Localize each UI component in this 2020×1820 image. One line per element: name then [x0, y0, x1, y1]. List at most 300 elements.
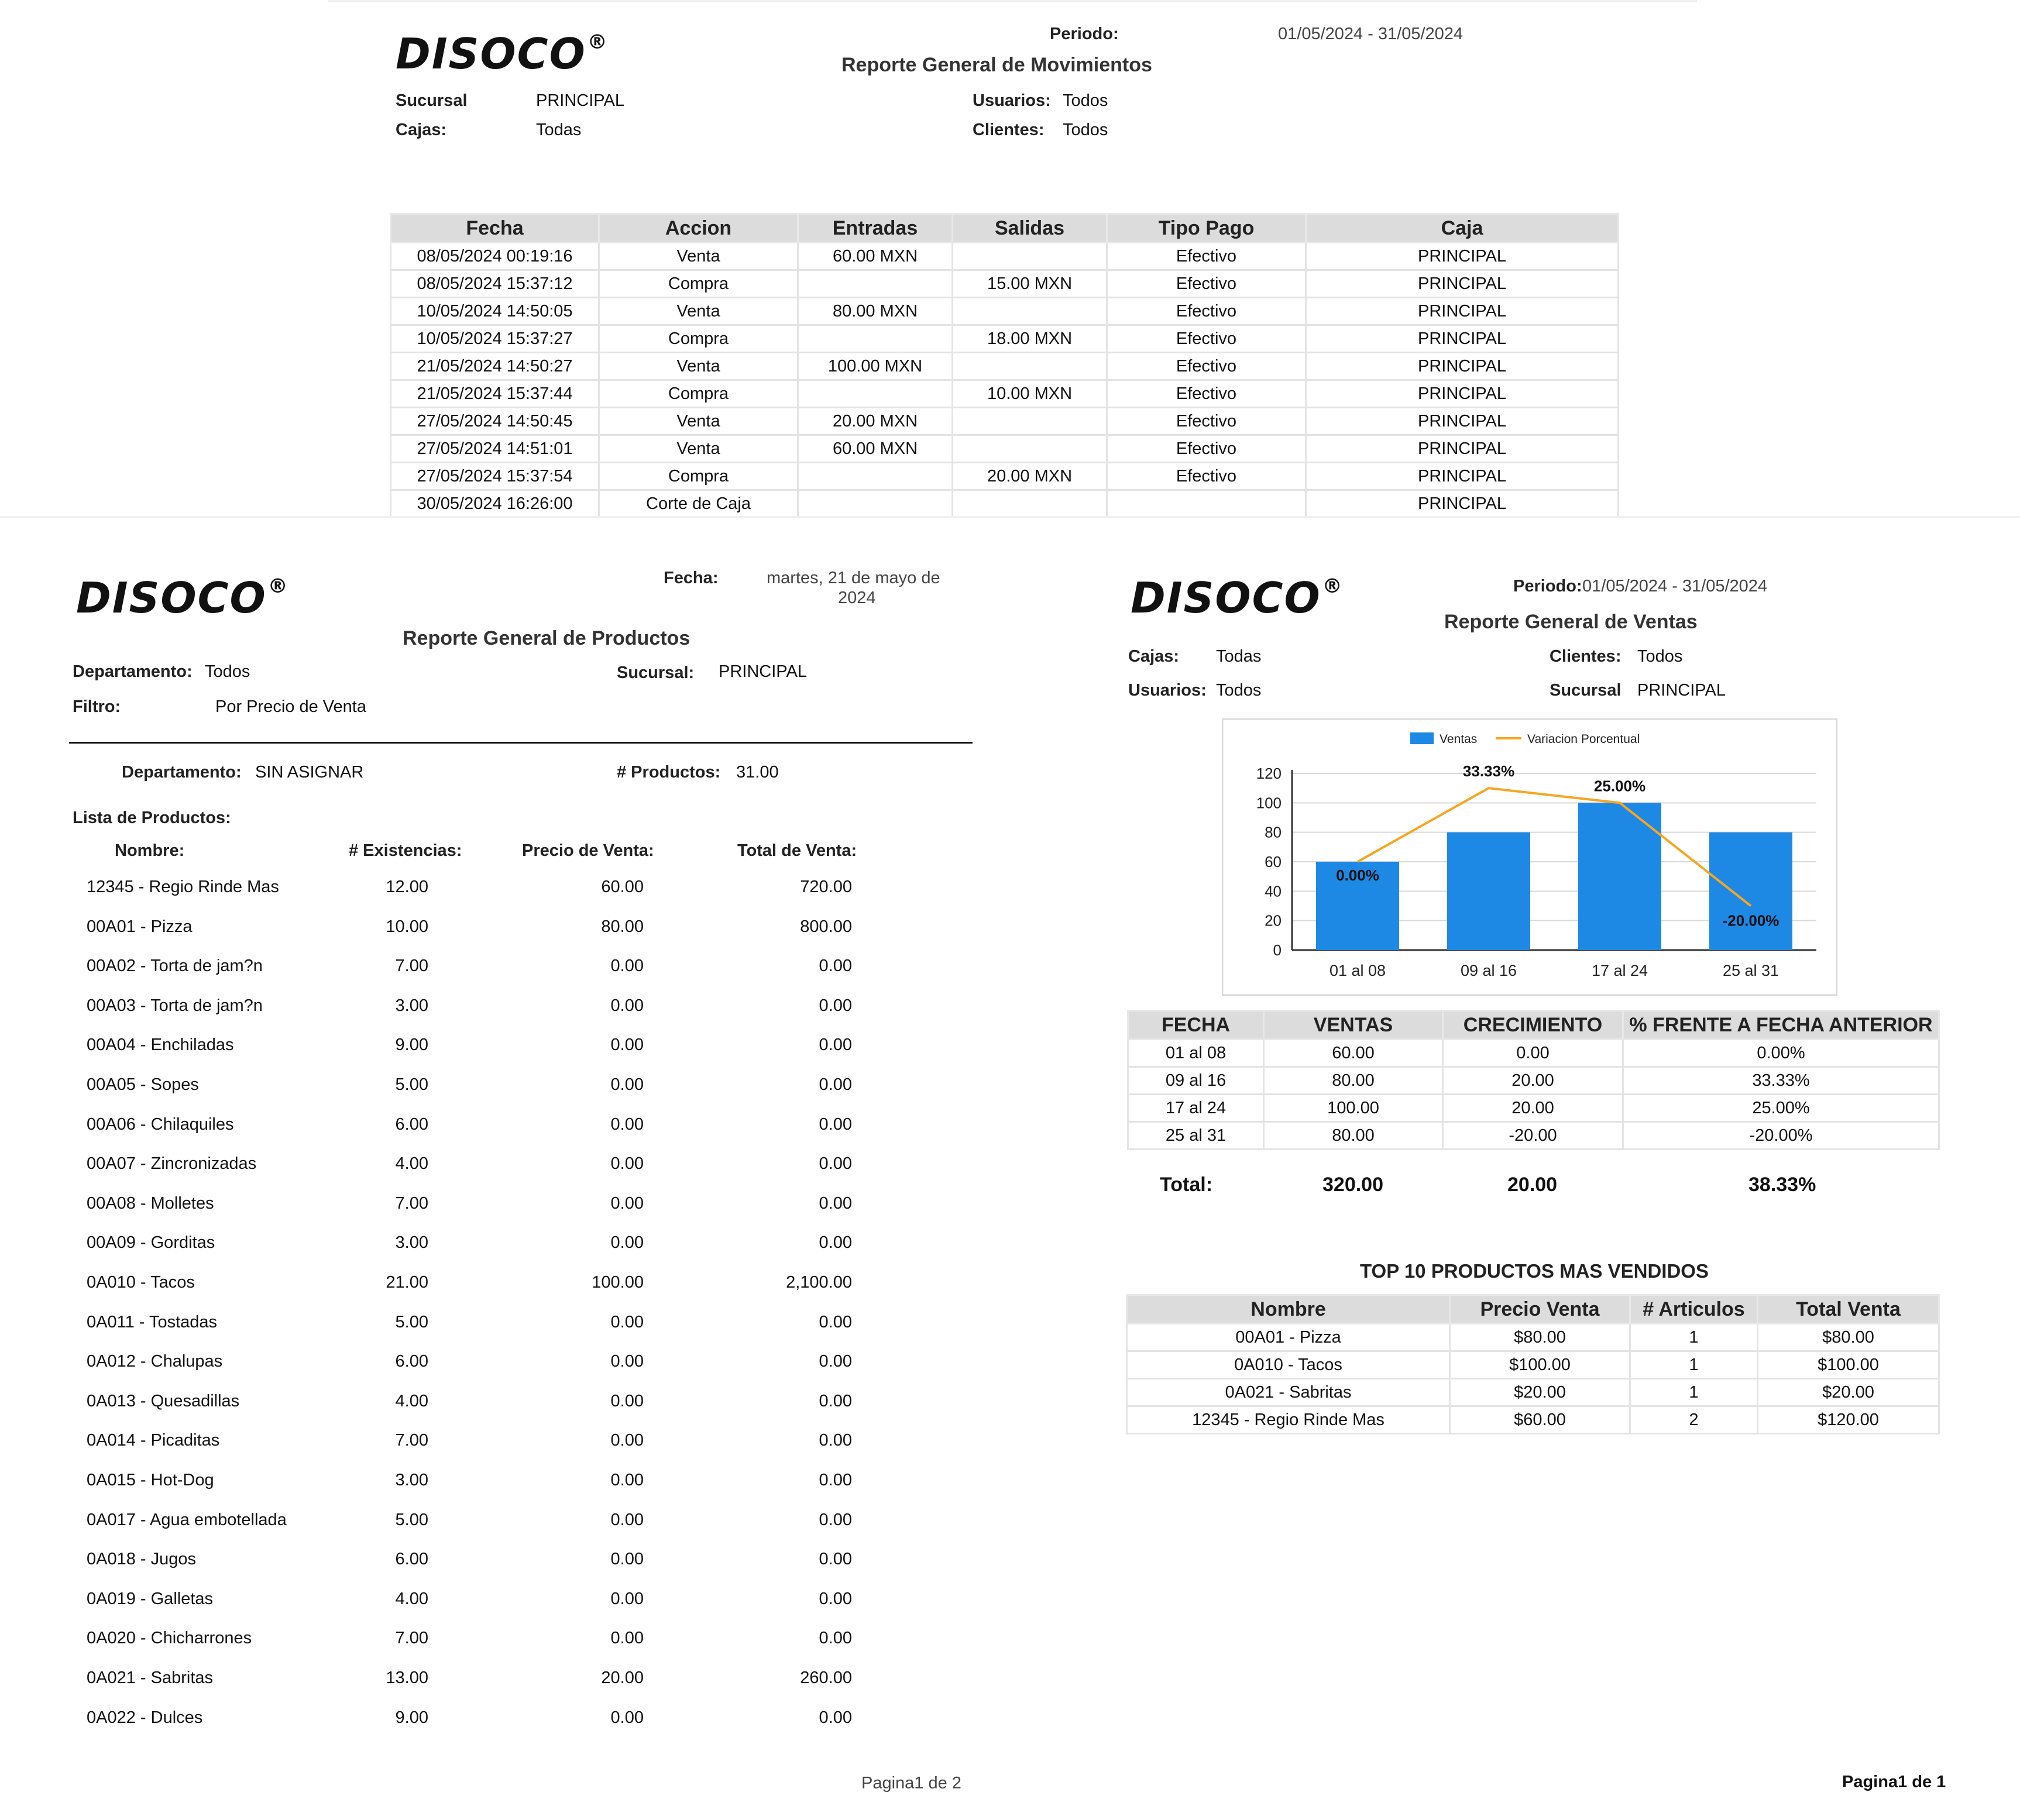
product-precio: 0.00	[610, 1510, 644, 1529]
product-total: 0.00	[819, 1312, 852, 1332]
table-cell	[953, 490, 1107, 518]
table-cell: 27/05/2024 15:37:54	[391, 463, 599, 490]
table-cell: 27/05/2024 14:50:45	[391, 408, 599, 435]
sucursal-label: Sucursal:	[617, 663, 695, 682]
product-precio: 0.00	[610, 1233, 644, 1253]
table-cell: 01 al 08	[1128, 1040, 1264, 1067]
product-existencias: 4.00	[395, 1589, 428, 1608]
table-cell: $20.00	[1450, 1379, 1630, 1406]
product-name: 0A012 - Chalupas	[87, 1352, 223, 1371]
table-cell: Efectivo	[1107, 380, 1306, 408]
table-cell: 27/05/2024 14:51:01	[391, 435, 599, 463]
table-cell: 80.00	[1264, 1122, 1443, 1150]
table-cell: 20.00	[1443, 1095, 1623, 1122]
cajas-value: Todas	[1216, 647, 1262, 666]
clientes-value: Todos	[1637, 647, 1683, 666]
product-existencias: 5.00	[395, 1510, 428, 1529]
movimientos-header-cell: Tipo Pago	[1107, 214, 1306, 243]
product-existencias: 6.00	[395, 1550, 428, 1569]
product-name: 00A06 - Chilaquiles	[87, 1114, 234, 1134]
nprod-label: # Productos:	[617, 763, 721, 782]
table-row	[1128, 1122, 1939, 1150]
col-total: Total de Venta:	[737, 841, 857, 860]
product-name: 00A01 - Pizza	[87, 917, 193, 936]
periodo-label: Periodo:	[1050, 25, 1119, 43]
product-name: 00A08 - Molletes	[87, 1193, 214, 1213]
product-precio: 0.00	[610, 1708, 644, 1727]
table-cell: 60.00 MXN	[798, 243, 953, 270]
table-cell: Efectivo	[1107, 463, 1306, 490]
movimientos-header-cell: Fecha	[391, 214, 599, 243]
list-item	[0, 1233, 936, 1257]
product-precio: 0.00	[610, 957, 644, 976]
table-cell: 20.00	[1443, 1067, 1623, 1095]
list-item	[0, 1154, 936, 1178]
product-total: 0.00	[819, 1391, 852, 1410]
table-cell: 0A021 - Sabritas	[1127, 1379, 1450, 1406]
table-cell: Efectivo	[1107, 325, 1306, 353]
product-existencias: 5.00	[395, 1312, 428, 1332]
product-total: 0.00	[819, 1629, 852, 1648]
table-cell: Efectivo	[1107, 408, 1306, 435]
product-total: 0.00	[819, 1114, 852, 1134]
disoco-logo: DISOCO®	[76, 573, 289, 622]
product-name: 0A017 - Agua embotellada	[87, 1510, 287, 1529]
table-cell: PRINCIPAL	[1306, 298, 1619, 325]
product-precio: 60.00	[601, 878, 644, 896]
table-cell	[1107, 490, 1306, 518]
table-row	[391, 463, 1619, 490]
table-row	[1127, 1406, 1939, 1434]
table-cell: 17 al 24	[1128, 1095, 1264, 1122]
report-title: Reporte General de Movimientos	[841, 54, 1152, 76]
col-precio: Precio de Venta:	[522, 841, 654, 860]
legend-ventas-label: Ventas	[1440, 732, 1478, 746]
list-item	[0, 917, 936, 941]
cajas-value: Todas	[536, 121, 582, 139]
ventas-header-cell: FECHA	[1128, 1011, 1264, 1040]
table-cell: Efectivo	[1107, 353, 1306, 380]
table-cell: $100.00	[1450, 1351, 1630, 1379]
cajas-label: Cajas:	[396, 121, 447, 139]
table-cell: 10/05/2024 15:37:27	[391, 325, 599, 353]
table-cell: 100.00 MXN	[798, 353, 953, 380]
product-name: 00A04 - Enchiladas	[87, 1035, 234, 1055]
table-row	[391, 325, 1619, 353]
fecha-value-line2: 2024	[838, 589, 876, 607]
lista-label: Lista de Productos:	[73, 808, 231, 827]
table-cell: Compra	[599, 463, 798, 490]
fecha-value-line1: martes, 21 de mayo de	[767, 569, 940, 587]
periodo-value: 01/05/2024 - 31/05/2024	[1582, 577, 1768, 596]
sucursal-value: PRINCIPAL	[536, 91, 624, 110]
table-cell: 21/05/2024 15:37:44	[391, 380, 599, 408]
table-cell: Venta	[599, 435, 798, 463]
table-cell: $20.00	[1758, 1379, 1939, 1406]
product-precio: 0.00	[610, 1114, 644, 1134]
table-cell: 10/05/2024 14:50:05	[391, 298, 599, 325]
table-cell: Venta	[599, 353, 798, 380]
clientes-label: Clientes:	[973, 121, 1045, 139]
movimientos-header-cell: Salidas	[953, 214, 1107, 243]
nprod-value: 31.00	[736, 763, 779, 782]
product-total: 0.00	[819, 1352, 852, 1371]
table-cell: Efectivo	[1107, 270, 1306, 298]
product-precio: 0.00	[610, 1589, 644, 1608]
ventas-chart	[1222, 718, 1837, 996]
table-cell: PRINCIPAL	[1306, 353, 1619, 380]
ventas-header-cell: % FRENTE A FECHA ANTERIOR	[1623, 1011, 1939, 1040]
product-existencias: 7.00	[395, 1193, 428, 1213]
sucursal-value: PRINCIPAL	[1637, 681, 1726, 700]
ventas-header-cell: VENTAS	[1264, 1011, 1443, 1040]
table-cell: Venta	[599, 243, 798, 270]
table-cell: 20.00 MXN	[798, 408, 953, 435]
filtro-label: Filtro:	[73, 697, 121, 716]
table-cell	[953, 408, 1107, 435]
top-header-cell: Total Venta	[1758, 1295, 1939, 1324]
list-item	[0, 957, 936, 980]
table-cell: 33.33%	[1623, 1067, 1939, 1095]
product-existencias: 7.00	[395, 1629, 428, 1648]
product-existencias: 4.00	[395, 1154, 428, 1174]
table-cell: 60.00 MXN	[798, 435, 953, 463]
list-item	[0, 1629, 936, 1652]
top-header-cell: Nombre	[1127, 1295, 1450, 1324]
list-item	[0, 878, 936, 901]
table-cell	[798, 380, 953, 408]
table-cell: Venta	[599, 408, 798, 435]
table-row	[391, 270, 1619, 298]
top-header-cell: # Articulos	[1630, 1295, 1758, 1324]
product-existencias: 10.00	[386, 917, 428, 936]
product-precio: 0.00	[610, 1431, 644, 1450]
table-row	[391, 298, 1619, 325]
table-cell	[953, 298, 1107, 325]
dept-label: Departamento:	[122, 763, 242, 782]
product-existencias: 5.00	[395, 1075, 428, 1094]
page-footer: Pagina1 de 2	[861, 1774, 961, 1793]
table-cell: PRINCIPAL	[1306, 270, 1619, 298]
table-cell: 0.00%	[1623, 1040, 1939, 1067]
product-name: 0A013 - Quesadillas	[87, 1391, 240, 1410]
top-productos-table	[1126, 1294, 1940, 1434]
product-precio: 0.00	[610, 1312, 644, 1332]
table-cell: Compra	[599, 270, 798, 298]
legend-variacion-label: Variacion Porcentual	[1527, 732, 1640, 746]
data-label: 25.00%	[1593, 777, 1646, 795]
table-cell: 00A01 - Pizza	[1127, 1324, 1450, 1351]
product-precio: 0.00	[610, 1075, 644, 1094]
table-row	[391, 408, 1619, 435]
ventas-header-cell: CRECIMIENTO	[1443, 1011, 1623, 1040]
product-existencias: 3.00	[395, 996, 428, 1015]
product-precio: 100.00	[592, 1273, 644, 1292]
table-cell: PRINCIPAL	[1306, 325, 1619, 353]
table-cell: Compra	[599, 380, 798, 408]
data-label: 33.33%	[1462, 762, 1515, 780]
table-cell: PRINCIPAL	[1306, 463, 1619, 490]
clientes-value: Todos	[1063, 121, 1108, 139]
product-existencias: 13.00	[386, 1668, 428, 1687]
product-precio: 0.00	[610, 1391, 644, 1410]
x-tick-label: 09 al 16	[1460, 962, 1517, 979]
product-total: 0.00	[819, 1193, 852, 1213]
list-item	[0, 1273, 936, 1296]
list-item	[0, 1392, 936, 1415]
product-total: 800.00	[800, 917, 852, 936]
table-row	[1127, 1351, 1939, 1379]
list-item	[0, 1590, 936, 1613]
y-tick-label: 40	[1265, 882, 1282, 900]
table-cell: 09 al 16	[1128, 1067, 1264, 1095]
table-cell: PRINCIPAL	[1306, 435, 1619, 463]
table-cell: 08/05/2024 15:37:12	[391, 270, 599, 298]
product-precio: 0.00	[610, 1629, 644, 1648]
dept-value: SIN ASIGNAR	[255, 763, 364, 782]
total-ventas: 320.00	[1322, 1174, 1383, 1196]
product-name: 00A05 - Sopes	[87, 1075, 199, 1094]
list-item	[0, 1075, 936, 1099]
table-row	[391, 490, 1619, 518]
list-item	[0, 996, 936, 1020]
table-cell: 60.00	[1264, 1040, 1443, 1067]
table-cell: Compra	[599, 325, 798, 353]
table-row	[1128, 1067, 1939, 1095]
product-precio: 20.00	[601, 1668, 644, 1687]
productos-header	[0, 841, 936, 865]
product-precio: 0.00	[610, 1154, 644, 1174]
y-tick-label: 20	[1265, 911, 1282, 930]
sucursal-label: Sucursal	[1550, 681, 1622, 700]
table-row	[391, 435, 1619, 463]
list-item	[0, 1313, 936, 1336]
product-total: 0.00	[819, 1233, 852, 1253]
table-row	[1128, 1095, 1939, 1122]
table-cell: 15.00 MXN	[953, 270, 1107, 298]
movimientos-table	[390, 213, 1619, 518]
usuarios-value: Todos	[1216, 681, 1262, 700]
disoco-logo: DISOCO®	[396, 29, 609, 78]
product-total: 0.00	[819, 1431, 852, 1450]
list-item	[0, 1550, 936, 1573]
table-cell: 12345 - Regio Rinde Mas	[1127, 1406, 1450, 1434]
product-existencias: 12.00	[386, 878, 428, 896]
product-name: 00A03 - Torta de jam?n	[87, 996, 263, 1015]
list-item	[0, 1471, 936, 1494]
legend-ventas-swatch	[1410, 732, 1434, 744]
periodo-value: 01/05/2024 - 31/05/2024	[1278, 25, 1464, 43]
product-name: 0A021 - Sabritas	[87, 1668, 214, 1687]
product-existencias: 7.00	[395, 957, 428, 976]
product-existencias: 6.00	[395, 1114, 428, 1134]
table-row	[391, 243, 1619, 270]
table-cell: PRINCIPAL	[1306, 243, 1619, 270]
table-cell: 25.00%	[1623, 1095, 1939, 1122]
table-cell: 1	[1630, 1351, 1758, 1379]
y-tick-label: 80	[1265, 823, 1282, 841]
product-total: 0.00	[819, 1550, 852, 1569]
product-precio: 0.00	[610, 1193, 644, 1213]
table-cell: PRINCIPAL	[1306, 380, 1619, 408]
fecha-label: Fecha:	[664, 569, 719, 587]
table-cell: -20.00	[1443, 1122, 1623, 1150]
bar	[1447, 832, 1530, 950]
product-existencias: 7.00	[395, 1431, 428, 1450]
list-item	[0, 1668, 936, 1692]
table-cell: Efectivo	[1107, 298, 1306, 325]
table-cell: PRINCIPAL	[1306, 490, 1619, 518]
list-item	[0, 1035, 936, 1059]
table-row	[1127, 1324, 1939, 1351]
product-existencias: 4.00	[395, 1391, 428, 1410]
table-cell: $100.00	[1758, 1351, 1939, 1379]
product-existencias: 9.00	[395, 1708, 428, 1727]
product-total: 0.00	[819, 1075, 852, 1094]
product-precio: 0.00	[610, 1352, 644, 1371]
product-existencias: 3.00	[395, 1233, 428, 1253]
product-precio: 80.00	[601, 917, 644, 936]
product-existencias: 21.00	[386, 1273, 428, 1292]
table-cell: 1	[1630, 1324, 1758, 1351]
movimientos-header-cell: Entradas	[798, 214, 953, 243]
product-total: 0.00	[819, 1154, 852, 1174]
top-title: TOP 10 PRODUCTOS MAS VENDIDOS	[1360, 1260, 1709, 1282]
table-cell: 1	[1630, 1379, 1758, 1406]
periodo-label: Periodo:	[1513, 577, 1582, 596]
list-item	[0, 1194, 936, 1217]
product-existencias: 6.00	[395, 1352, 428, 1371]
product-name: 0A011 - Tostadas	[87, 1312, 218, 1332]
table-cell	[798, 325, 953, 353]
table-cell	[953, 435, 1107, 463]
product-name: 00A02 - Torta de jam?n	[87, 957, 263, 976]
panel-separator	[0, 516, 2020, 518]
table-cell: Efectivo	[1107, 435, 1306, 463]
product-total: 0.00	[819, 957, 852, 976]
product-name: 0A019 - Galletas	[87, 1589, 214, 1608]
y-tick-label: 120	[1256, 765, 1282, 782]
table-cell: -20.00%	[1623, 1122, 1939, 1150]
report-title: Reporte General de Productos	[403, 627, 690, 649]
product-precio: 0.00	[610, 996, 644, 1015]
product-precio: 0.00	[610, 1471, 644, 1489]
usuarios-label: Usuarios:	[1128, 681, 1207, 700]
table-cell: Corte de Caja	[599, 490, 798, 518]
table-cell: 30/05/2024 16:26:00	[391, 490, 599, 518]
table-cell: $120.00	[1758, 1406, 1939, 1434]
product-existencias: 9.00	[395, 1035, 428, 1055]
product-total: 0.00	[819, 1589, 852, 1608]
list-item	[0, 1708, 936, 1732]
product-total: 0.00	[819, 996, 852, 1015]
product-name: 00A09 - Gorditas	[87, 1233, 215, 1253]
col-existencias: # Existencias:	[349, 841, 462, 860]
product-name: 12345 - Regio Rinde Mas	[87, 878, 279, 896]
product-name: 0A018 - Jugos	[87, 1550, 197, 1569]
total-label: Total:	[1160, 1174, 1213, 1196]
product-total: 720.00	[800, 878, 852, 896]
product-name: 0A015 - Hot-Dog	[87, 1471, 214, 1489]
product-name: 00A07 - Zincronizadas	[87, 1154, 257, 1174]
table-row	[391, 353, 1619, 380]
sucursal-value: PRINCIPAL	[719, 662, 807, 681]
page-edge	[328, 0, 1697, 2]
y-tick-label: 100	[1256, 794, 1282, 812]
table-cell	[953, 243, 1107, 270]
product-total: 0.00	[819, 1035, 852, 1055]
table-row	[1127, 1379, 1939, 1406]
table-cell: PRINCIPAL	[1306, 408, 1619, 435]
table-cell: 21/05/2024 14:50:27	[391, 353, 599, 380]
data-label: 0.00%	[1336, 866, 1379, 884]
departamento-label: Departamento:	[73, 662, 193, 681]
y-tick-label: 60	[1265, 853, 1282, 871]
table-cell: 20.00 MXN	[953, 463, 1107, 490]
table-cell: $80.00	[1450, 1324, 1630, 1351]
table-cell: $60.00	[1450, 1406, 1630, 1434]
top-header-cell: Precio Venta	[1450, 1295, 1630, 1324]
x-tick-label: 17 al 24	[1591, 962, 1648, 979]
table-cell: 80.00 MXN	[798, 298, 953, 325]
page-footer: Pagina1 de 1	[1842, 1773, 1946, 1791]
table-row	[391, 380, 1619, 408]
sucursal-label: Sucursal	[396, 91, 468, 110]
product-existencias: 3.00	[395, 1471, 428, 1489]
table-cell: 08/05/2024 00:19:16	[391, 243, 599, 270]
filtro-value: Por Precio de Venta	[215, 697, 366, 716]
product-precio: 0.00	[610, 1035, 644, 1055]
product-name: 0A022 - Dulces	[87, 1708, 203, 1727]
movimientos-header-cell: Caja	[1306, 214, 1619, 243]
table-cell: 0.00	[1443, 1040, 1623, 1067]
list-item	[0, 1115, 936, 1138]
movimientos-header-cell: Accion	[599, 214, 798, 243]
product-total: 0.00	[819, 1708, 852, 1727]
cajas-label: Cajas:	[1128, 647, 1180, 666]
ventas-table	[1127, 1010, 1940, 1150]
table-cell	[798, 270, 953, 298]
disoco-logo: DISOCO®	[1131, 573, 1344, 622]
product-total: 2,100.00	[786, 1273, 852, 1292]
list-item	[0, 1431, 936, 1454]
product-total: 0.00	[819, 1510, 852, 1529]
bar	[1709, 832, 1792, 950]
table-cell: $80.00	[1758, 1324, 1939, 1351]
total-crecimiento: 20.00	[1507, 1174, 1558, 1196]
product-name: 0A010 - Tacos	[87, 1273, 195, 1292]
table-cell	[953, 353, 1107, 380]
header-rule	[69, 742, 973, 744]
clientes-label: Clientes:	[1550, 647, 1622, 666]
col-nombre: Nombre:	[115, 841, 185, 860]
table-row	[1128, 1040, 1939, 1067]
table-cell: 25 al 31	[1128, 1122, 1264, 1150]
total-pct: 38.33%	[1748, 1174, 1816, 1196]
data-label: -20.00%	[1722, 911, 1779, 930]
x-tick-label: 25 al 31	[1722, 962, 1779, 979]
table-cell	[798, 490, 953, 518]
list-item	[0, 1511, 936, 1534]
product-total: 0.00	[819, 1471, 852, 1489]
departamento-value: Todos	[205, 662, 250, 681]
table-cell: 18.00 MXN	[953, 325, 1107, 353]
product-name: 0A020 - Chicharrones	[87, 1629, 252, 1648]
table-cell: 10.00 MXN	[953, 380, 1107, 408]
product-total: 260.00	[800, 1668, 852, 1687]
usuarios-label: Usuarios:	[973, 91, 1051, 110]
table-cell: 0A010 - Tacos	[1127, 1351, 1450, 1379]
